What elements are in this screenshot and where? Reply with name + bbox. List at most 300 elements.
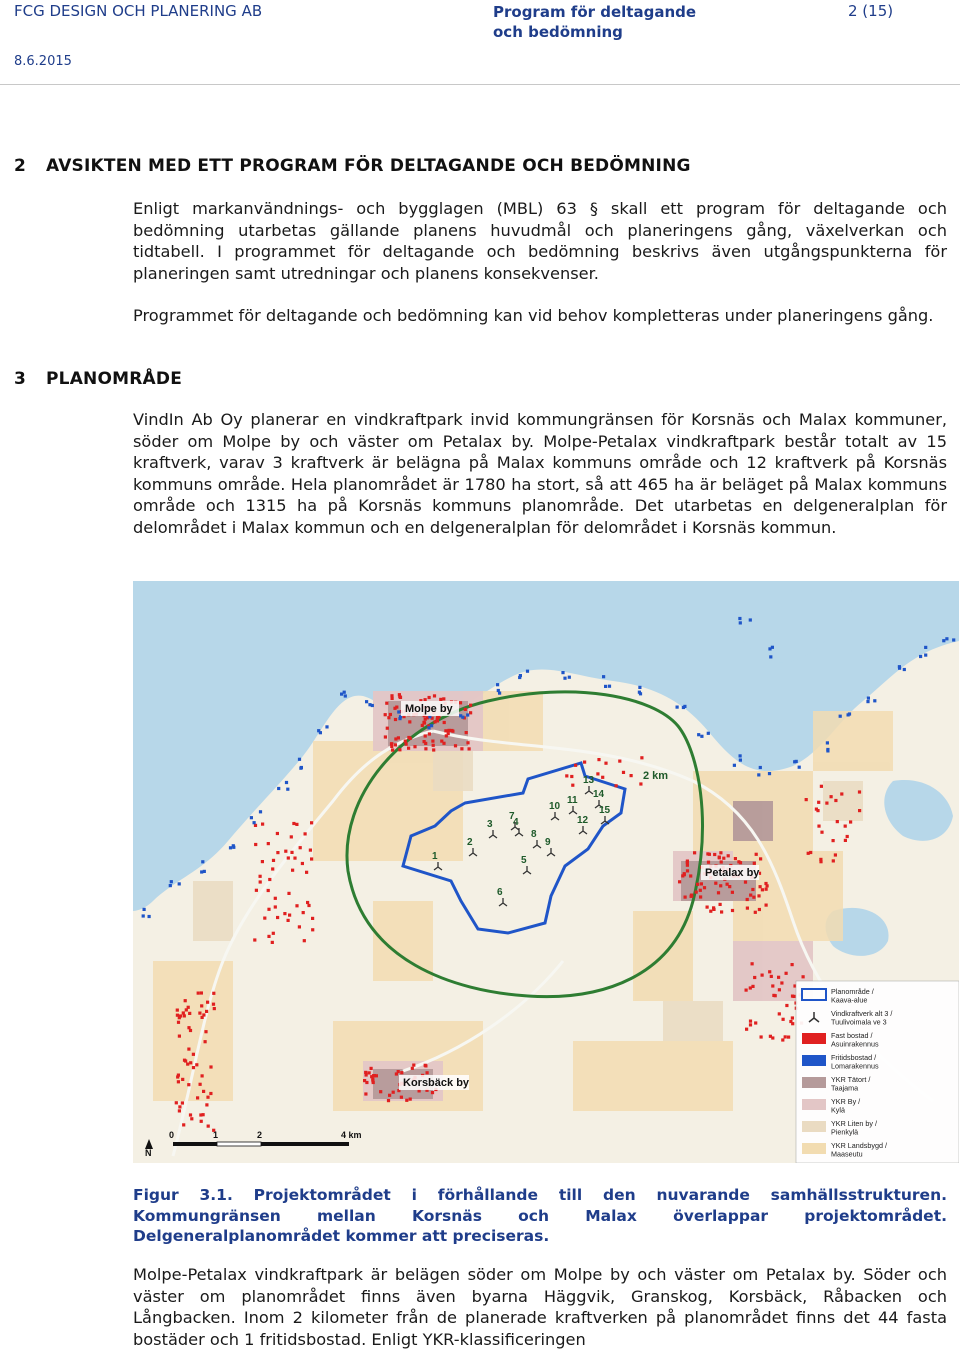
dwelling-dot [192,1066,195,1069]
dwelling-dot [571,784,574,787]
section-number: 2 [14,156,27,176]
page-number: 2 (15) [848,2,894,20]
dwelling-dot [213,1007,216,1010]
dwelling-dot [302,911,305,914]
dwelling-dot [431,1091,434,1094]
dwelling-dot [407,747,410,750]
cottage-dot [898,665,901,668]
dwelling-dot [206,1001,209,1004]
dwelling-dot [398,748,401,751]
dwelling-dot [200,991,203,994]
dwelling-dot [287,856,290,859]
dwelling-dot [844,839,847,842]
cottage-dot [142,914,145,917]
dwelling-dot [364,1071,367,1074]
scale-tick: 2 [257,1130,263,1140]
village-label: Korsbäck by [403,1077,470,1089]
dwelling-dot [840,792,843,795]
dwelling-dot [431,740,434,743]
cottage-dot [757,773,760,776]
dwelling-dot [583,761,586,764]
dwelling-dot [200,1120,203,1123]
dwelling-dot [749,894,752,897]
caption-line: Kommungränsen mellan Korsnäs och Malax överlappar projektområdet. [133,1206,947,1225]
turbine-number: 6 [497,887,503,898]
dwelling-dot [390,742,393,745]
dwelling-dot [183,1014,186,1017]
cottage-dot [317,729,320,732]
dwelling-dot [206,1096,209,1099]
dwelling-dot [745,1028,748,1031]
dwelling-dot [288,914,291,917]
cottage-dot [768,772,771,775]
dwelling-dot [754,911,757,914]
dwelling-dot [574,764,577,767]
cottage-dot [700,735,703,738]
cottage-dot [340,693,343,696]
dwelling-dot [311,928,314,931]
dwelling-dot [630,774,633,777]
dwelling-dot [706,906,709,909]
dwelling-dot [597,758,600,761]
dwelling-dot [263,917,266,920]
dwelling-dot [820,831,823,834]
cottage-dot [259,810,262,813]
dwelling-dot [751,888,754,891]
cottage-dot [839,715,842,718]
dwelling-dot [834,799,837,802]
dwelling-dot [276,851,279,854]
cottage-dot [759,766,762,769]
dwelling-dot [405,743,408,746]
dwelling-dot [364,1092,367,1095]
figure-label: Figur 3.1. [133,1186,233,1204]
section-2-paragraph-1: Enligt markanvändnings- och bygglagen (MBL) 63 § skall ett program för deltagande och bedömning utarbetas gällande planens huvudmål och planeringens gång, växelverkan och tidtabell. I programmet för deltagande och bedömning beskrivs även utgångspunkterna för planeringen samt utredningar och planens konsekvenser. [133,199,947,283]
cottage-dot [771,646,774,649]
dwelling-dot [389,713,392,716]
legend-label: Fritidsbostad / Lomarakennus [831,1053,879,1071]
dwelling-dot [311,917,314,920]
cottage-dot [498,692,501,695]
dwelling-dot [690,894,693,897]
cottage-dot [733,764,736,767]
dwelling-dot [782,1018,785,1021]
dwelling-dot [424,1064,427,1067]
dwelling-dot [686,869,689,872]
dwelling-dot [858,790,861,793]
dwelling-dot [469,704,472,707]
dwelling-dot [834,853,837,856]
dwelling-dot [295,823,298,826]
cottage-dot [707,732,710,735]
dwelling-dot [209,1092,212,1095]
dwelling-dot [849,820,852,823]
cottage-dot [697,733,700,736]
village-label: Petalax by [705,867,760,879]
cottage-dot [739,759,742,762]
dwelling-dot [404,740,407,743]
dwelling-dot [291,869,294,872]
dwelling-dot [267,889,270,892]
dwelling-dot [197,992,200,995]
dwelling-dot [792,995,795,998]
dwelling-dot [375,1074,378,1077]
legend-swatch [802,1121,826,1132]
dwelling-dot [200,1004,203,1007]
dwelling-dot [699,895,702,898]
dwelling-dot [734,857,737,860]
dwelling-dot [387,716,390,719]
dwelling-dot [731,909,734,912]
cottage-dot [866,700,869,703]
cottage-dot [942,639,945,642]
cottage-dot [769,655,772,658]
cottage-dot [143,908,146,911]
dwelling-dot [405,1099,408,1102]
dwelling-dot [719,903,722,906]
dwelling-dot [678,880,681,883]
dwelling-dot [186,1063,189,1066]
dwelling-dot [176,1009,179,1012]
dwelling-dot [464,708,467,711]
dwelling-dot [412,1064,415,1067]
cottage-dot [826,741,829,744]
cottage-dot [253,821,256,824]
dwelling-dot [274,905,277,908]
cottage-dot [738,617,741,620]
dwelling-dot [781,1038,784,1041]
header-divider [0,84,960,85]
dwelling-dot [189,1113,192,1116]
dwelling-dot [465,731,468,734]
dwelling-dot [261,860,264,863]
cottage-dot [924,654,927,657]
dwelling-dot [199,1113,202,1116]
dwelling-dot [693,851,696,854]
cottage-dot [398,717,401,720]
dwelling-dot [202,1013,205,1016]
dwelling-dot [749,1023,752,1026]
dwelling-dot [714,882,717,885]
cottage-dot [277,787,280,790]
cottage-dot [178,882,181,885]
dwelling-dot [424,734,427,737]
dwelling-dot [752,896,755,899]
cottage-dot [325,725,328,728]
dwelling-dot [440,740,443,743]
dwelling-dot [209,1065,212,1068]
cottage-dot [430,724,433,727]
dwelling-dot [601,776,604,779]
dwelling-dot [386,727,389,730]
dwelling-dot [267,935,270,938]
cottage-dot [466,713,469,716]
dwelling-dot [720,910,723,913]
cottage-dot [203,870,206,873]
dwelling-dot [372,1074,375,1077]
dwelling-dot [370,1067,373,1070]
dwelling-dot [304,832,307,835]
dwelling-dot [836,820,839,823]
dwelling-dot [761,974,764,977]
dwelling-dot [820,785,823,788]
dwelling-dot [204,1030,207,1033]
dwelling-dot [639,782,642,785]
dwelling-dot [699,889,702,892]
dwelling-dot [815,808,818,811]
dwelling-dot [759,885,762,888]
dwelling-dot [444,729,447,732]
section-3-paragraph-2: Molpe-Petalax vindkraftpark är belägen söder om Molpe by och väster om Petalax by. Söder och väster om planområdet finns även byarna Häggvik, Granskog, Korsbäck, Råbacken och Långbacken. Inom 2 kilometer från de planerade kraftverken på planområdet finns det 44 fasta bostäder och 1 fritidsbostad. Enligt YKR-klassificeringen [133,1265,947,1349]
dwelling-dot [802,975,805,978]
dwelling-dot [199,1083,202,1086]
dwelling-dot [178,1016,181,1019]
dwelling-dot [765,888,768,891]
legend-label: YKR By / Kylä [831,1097,861,1115]
dwelling-dot [212,1003,215,1006]
dwelling-dot [689,874,692,877]
cottage-dot [638,686,641,689]
dwelling-dot [411,1067,414,1070]
dwelling-dot [683,872,686,875]
dwelling-dot [385,702,388,705]
dwelling-dot [198,1012,201,1015]
dwelling-dot [858,809,861,812]
dwelling-dot [709,910,712,913]
turbine-number: 12 [577,815,589,826]
cottage-dot [169,884,172,887]
dwelling-dot [746,907,749,910]
dwelling-dot [290,851,293,854]
cottage-dot [461,716,464,719]
dwelling-dot [731,891,734,894]
dwelling-dot [696,883,699,886]
dwelling-dot [400,1096,403,1099]
cottage-dot [170,880,173,883]
dwelling-dot [791,1016,794,1019]
dwelling-dot [755,853,758,856]
dwelling-dot [271,867,274,870]
dwelling-dot [407,736,410,739]
project-area-map [133,581,959,1163]
map-canvas [133,581,959,1163]
dwelling-dot [805,798,808,801]
dwelling-dot [306,901,309,904]
dwelling-dot [287,892,290,895]
dwelling-dot [686,860,689,863]
dwelling-dot [178,1109,181,1112]
section-title: AVSIKTEN MED ETT PROGRAM FÖR DELTAGANDE OCH BEDÖMNING [46,156,691,176]
cottage-dot [867,697,870,700]
cottage-dot [873,699,876,702]
dwelling-dot [205,1010,208,1013]
dwelling-dot [784,1035,787,1038]
dwelling-dot [832,859,835,862]
section-3-paragraph-1: VindIn Ab Oy planerar en vindkraftpark invid kommungränsen för Korsnäs och Malax kommuner, söder om Molpe by och väster om Petalax by. Molpe-Petalax vindkraftpark består totalt av 15 kraftverk, varav 3 kraftverk är belägna på Malax kommuns område och 12 kraftverk på Korsnäs kommuns område. Hela planområdet är 1780 ha stort, så att 465 ha är beläget på Malax kommuns område och 1315 ha på Korsnäs kommuns planområde. Det utarbetas en delgeneralplan för delområdet i Malax kommun och en delgeneralplan för delområdet i Korsnäs kommun. [133,410,947,537]
dwelling-dot [259,875,262,878]
dwelling-dot [758,908,761,911]
cottage-dot [848,712,851,715]
dwelling-dot [424,698,427,701]
dwelling-dot [770,975,773,978]
cottage-dot [496,683,499,686]
dwelling-dot [299,846,302,849]
dwelling-dot [468,747,471,750]
legend-label: Planområde / Kaava-alue [831,987,874,1005]
dwelling-dot [422,721,425,724]
page-header [0,0,960,69]
dwelling-dot [753,976,756,979]
dwelling-dot [188,1012,191,1015]
cottage-dot [526,670,529,673]
dwelling-dot [622,771,625,774]
cottage-dot [604,685,607,688]
dwelling-dot [695,891,698,894]
dwelling-dot [708,853,711,856]
cottage-dot [683,705,686,708]
dwelling-dot [207,1125,210,1128]
cottage-dot [798,766,801,769]
legend-swatch [802,1055,826,1066]
dwelling-dot [749,1020,752,1023]
turbine-number: 1 [432,851,438,862]
dwelling-dot [754,1021,757,1024]
dwelling-dot [703,886,706,889]
dwelling-dot [409,1098,412,1101]
turbine-number: 10 [549,801,561,812]
dwelling-dot [178,1035,181,1038]
dwelling-dot [387,1099,390,1102]
cottage-dot [250,816,253,819]
dwelling-dot [384,735,387,738]
dwelling-dot [778,988,781,991]
dwelling-dot [189,1061,192,1064]
dwelling-dot [426,1071,429,1074]
dwelling-dot [713,853,716,856]
cottage-dot [795,760,798,763]
cottage-dot [561,671,564,674]
cottage-dot [300,766,303,769]
dwelling-dot [413,745,416,748]
cottage-dot [602,675,605,678]
dwelling-dot [261,823,264,826]
turbine-number: 4 [513,817,519,828]
dwelling-dot [615,784,618,787]
dwelling-dot [205,1103,208,1106]
dwelling-dot [753,862,756,865]
cottage-dot [232,844,235,847]
dwelling-dot [365,1081,368,1084]
dwelling-dot [187,1026,190,1029]
cottage-dot [952,638,955,641]
dwelling-dot [432,748,435,751]
section-title: PLANOMRÅDE [46,369,183,389]
dwelling-dot [283,912,286,915]
dwelling-dot [394,743,397,746]
dwelling-dot [424,742,427,745]
dwelling-dot [184,999,187,1002]
cottage-dot [298,758,301,761]
dwelling-dot [254,843,257,846]
cottage-dot [919,655,922,658]
dwelling-dot [604,762,607,765]
cottage-dot [826,749,829,752]
legend-swatch [802,1099,826,1110]
dwelling-dot [196,1096,199,1099]
dwelling-dot [298,925,301,928]
dwelling-dot [454,744,457,747]
dwelling-dot [780,981,783,984]
dwelling-dot [759,857,762,860]
dwelling-dot [190,1117,193,1120]
dwelling-dot [295,904,298,907]
dwelling-dot [307,904,310,907]
dwelling-dot [450,729,453,732]
cottage-dot [519,674,522,677]
dwelling-dot [284,850,287,853]
dwelling-dot [700,882,703,885]
turbine-number: 2 [467,837,473,848]
dwelling-dot [722,857,725,860]
dwelling-dot [439,698,442,701]
dwelling-dot [749,986,752,989]
dwelling-dot [739,861,742,864]
turbine-number: 15 [599,805,611,816]
cottage-dot [568,676,571,679]
dwelling-dot [259,880,262,883]
dwelling-dot [765,904,768,907]
cottage-dot [397,710,400,713]
dwelling-dot [825,802,828,805]
dwelling-dot [684,896,687,899]
dwelling-dot [182,1011,185,1014]
dwelling-dot [432,744,435,747]
dwelling-dot [189,1029,192,1032]
dwelling-dot [832,839,835,842]
cottage-dot [639,692,642,695]
cottage-dot [368,703,371,706]
dwelling-dot [596,772,599,775]
dwelling-dot [368,1071,371,1074]
dwelling-dot [384,713,387,716]
dwelling-dot [310,857,313,860]
figure-caption [133,1185,947,1247]
section-2-paragraph-2: Programmet för deltagande och bedömning kan vid behov kompletteras under planeringens gång. [133,306,934,325]
dwelling-dot [310,821,313,824]
dwelling-dot [785,1004,788,1007]
dwelling-dot [391,697,394,700]
dwelling-dot [177,1021,180,1024]
dwelling-dot [272,859,275,862]
company-name: FCG DESIGN OCH PLANERING AB [14,2,263,20]
cottage-dot [148,915,151,918]
dwelling-dot [183,1059,186,1062]
dwelling-dot [746,898,749,901]
dwelling-dot [772,994,775,997]
dwelling-dot [768,970,771,973]
dwelling-dot [202,1090,205,1093]
cottage-dot [365,700,368,703]
legend-label: YKR Liten by / Pienkylä [831,1119,877,1137]
dwelling-dot [303,939,306,942]
dwelling-dot [433,694,436,697]
north-label: N [145,1148,152,1158]
dwelling-dot [272,932,275,935]
dwelling-dot [187,1048,190,1051]
dwelling-dot [791,963,794,966]
dwelling-dot [771,984,774,987]
dwelling-dot [408,720,411,723]
